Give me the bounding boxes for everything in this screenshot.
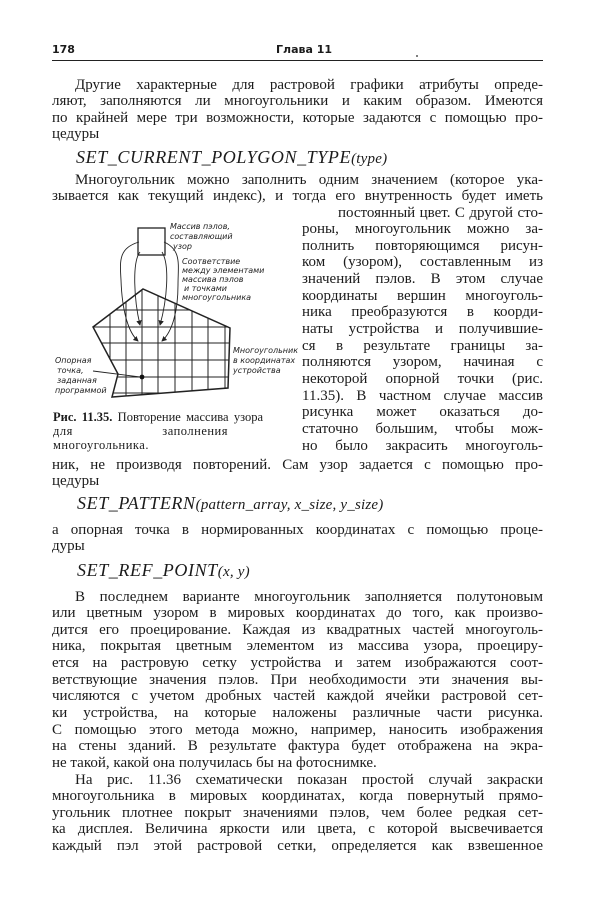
label-line: Многоугольник: [233, 346, 299, 355]
text-line: роны, многоугольник можно за-: [302, 221, 543, 238]
formula-name: SET_PATTERN: [77, 493, 196, 513]
running-head-chapter: Глава 11: [276, 43, 333, 56]
label-line: многоугольника: [182, 293, 252, 302]
formula-args: (type): [351, 151, 388, 167]
label-line: Опорная: [55, 356, 92, 365]
text-line: Другие характерные для растровой графики атрибуты опреде-: [75, 76, 543, 93]
label-line: и точками: [184, 284, 227, 293]
text-line: рисунка может оказаться до-: [302, 404, 543, 421]
text-line: зывается как текущий индекс), и тогда его внутренность будет иметь: [52, 188, 543, 205]
text-line: ка дисплея. Величина яркости или цвета, с которой высвечивается: [52, 821, 543, 838]
formula-args: (x, y): [217, 564, 250, 580]
text-line: наты устройства и получившие-: [302, 321, 543, 338]
text-line: В последнем варианте многоугольник заполняется полутоновым: [75, 588, 543, 605]
text-line: на стены зданий. В результате фактура будет отображена на экра-: [52, 738, 543, 755]
text-line: ся в результате границы за-: [302, 337, 543, 354]
text-line: ветствующие значения пэлов. При необходимости эти значения вы-: [52, 671, 543, 688]
label-line: программой: [55, 386, 107, 395]
text-line: полняются узором, начиная с: [302, 354, 543, 371]
label-line: Соответствие: [182, 257, 241, 266]
text-line: полнить повторяющимся рисун-: [302, 237, 543, 254]
text-line: дится его проецирование. Каждая из квадратных частей многоуголь-: [52, 621, 543, 638]
text-line: На рис. 11.36 схематически показан простой случай закраски: [75, 771, 543, 788]
figure-number: Рис. 11.35.: [53, 410, 113, 424]
text-line: цедуры: [52, 126, 100, 143]
label-line: устройства: [233, 366, 281, 375]
text-line: числяются с учетом дробных частей каждой ячейки растровой сет-: [52, 688, 543, 705]
figure-caption-line-2: для заполнения многоугольника.: [53, 424, 228, 452]
text-line: а опорная точка в нормированных координатах с помощью проце-: [52, 521, 543, 538]
text-line: каждый пэл этой растровой сетки, определяется как взвешенное: [52, 838, 543, 855]
label-line: между элементами: [182, 266, 265, 275]
text-line: ника, покрытая цветным элементом из массива узора, проециру-: [52, 638, 543, 655]
text-line: статочно большим, чтобы мож-: [302, 420, 543, 437]
text-line: угольник плотнее покрыт значениями пэлов, чем более редкая сет-: [52, 804, 543, 821]
text-line: значений пэлов. В этом случае: [302, 271, 543, 288]
text-line: ком (узором), составленным из: [302, 254, 543, 271]
label-line: массива пэлов: [182, 275, 244, 284]
label-line: Массив пэлов,: [170, 222, 230, 231]
text-line: 11.35). В частном случае массив: [302, 387, 543, 404]
text-line: но было закрасить многоуголь-: [302, 437, 543, 454]
text-line: или цветным узором в мировых координатах до того, как произво-: [52, 605, 543, 622]
text-line: ется на растровую сетку устройства и затем изображаются соот-: [52, 655, 543, 672]
text-line: ника преобразуются в коорди-: [302, 304, 543, 321]
figure-caption-line-1: [53, 410, 263, 424]
text-line: Многоугольник можно заполнить одним значением (которое ука-: [75, 171, 543, 188]
label-polygon: [232, 346, 298, 375]
formula-name: SET_REF_POINT: [77, 560, 218, 580]
text-line: не такой, какой она получилась бы на фотоснимке.: [52, 755, 377, 771]
text-line: по крайней мере три возможности, которые задаются с помощью про-: [52, 109, 543, 126]
label-line: в координатах: [233, 356, 296, 365]
text-line: дуры: [52, 538, 85, 555]
label-line: составляющий: [170, 232, 233, 241]
label-line: заданная: [57, 376, 97, 385]
text-line: ляют, заполняются ли многоугольники и каким образом. Имеются: [52, 93, 543, 110]
formula-name: SET_CURRENT_POLYGON_TYPE: [76, 147, 352, 167]
text-line: С помощью этого метода можно, например, наносить изображения: [52, 721, 543, 738]
pattern-array-square: [138, 228, 165, 255]
text-line: ник, не производя повторений. Сам узор задается с помощью про-: [52, 456, 543, 473]
page-number: 178: [52, 43, 75, 56]
label-line: узор: [173, 242, 192, 251]
text-line: многоугольника в мировых координатах, когда повернутый прямо-: [52, 788, 543, 805]
text-line: некоторой опорной точки (рис.: [302, 371, 543, 387]
text-line: постоянный цвет. С другой сто-: [338, 204, 543, 221]
text-line: цедуры: [52, 473, 100, 490]
label-pattern-array: [170, 222, 233, 251]
label-ref-point: [55, 356, 107, 395]
formula-args: (pattern_array, x_size, y_size): [195, 497, 384, 513]
text-line: координаты вершин многоуголь-: [302, 287, 543, 304]
text-line: ки устройства, на которые наложены различные части рисунка.: [52, 705, 543, 722]
label-line: точка,: [57, 366, 84, 375]
caption-text: Повторение массива узора: [117, 410, 264, 424]
ref-point-dot: [140, 375, 145, 380]
label-correspondence: [182, 257, 264, 302]
